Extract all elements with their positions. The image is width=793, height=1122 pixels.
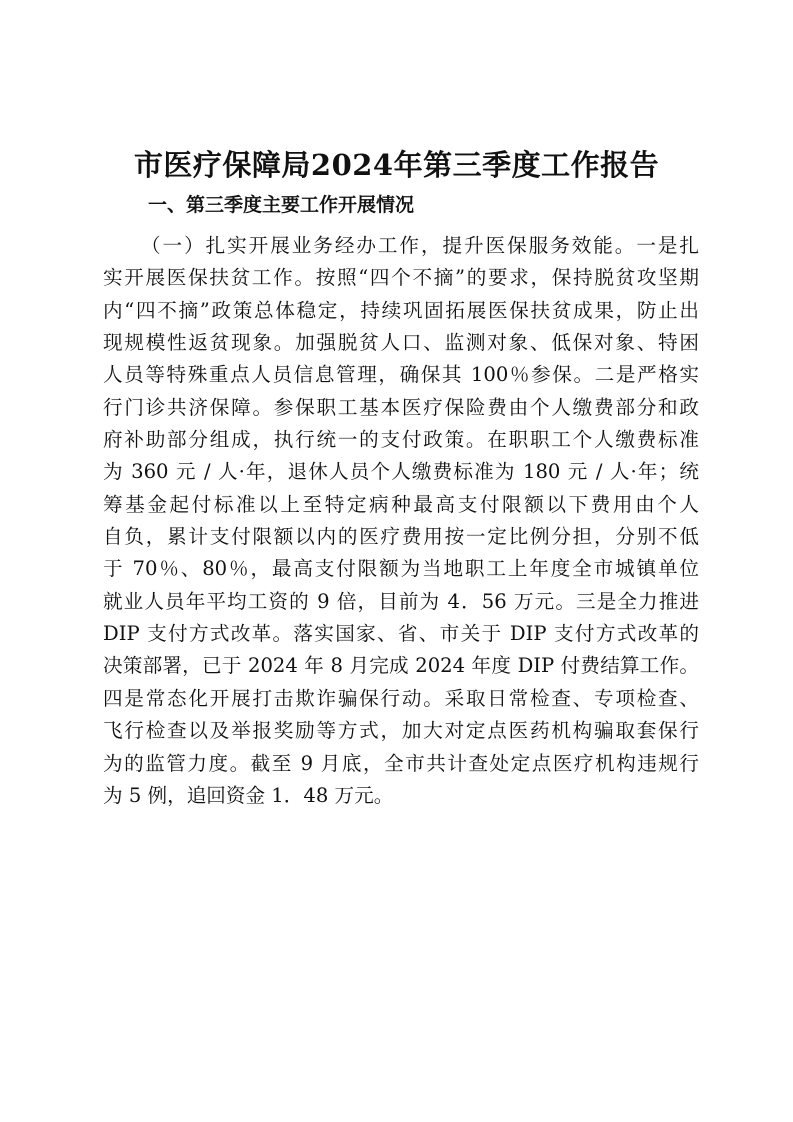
paragraph-line: 于 70％、80％，最高支付限额为当地职工上年度全市城镇单位 bbox=[103, 557, 699, 581]
paragraph-line: 府补助部分组成，执行统一的支付政策。在职职工个人缴费标准 bbox=[103, 428, 699, 452]
paragraph-line: 人员等特殊重点人员信息管理，确保其 100％参保。二是严格实 bbox=[103, 363, 699, 387]
paragraph-line: 现规模性返贫现象。加强脱贫人口、监测对象、低保对象、特困 bbox=[103, 331, 699, 355]
paragraph-line: 自负，累计支付限额以内的医疗费用按一定比例分担，分别不低 bbox=[103, 525, 699, 549]
paragraph-line: 实开展医保扶贫工作。按照“四个不摘”的要求，保持脱贫攻坚期 bbox=[103, 266, 699, 290]
paragraph-line: DIP 支付方式改革。落实国家、省、市关于 DIP 支付方式改革的 bbox=[103, 622, 699, 646]
section-heading: 一、第三季度主要工作开展情况 bbox=[148, 194, 415, 216]
paragraph-line: 内“四不摘”政策总体稳定，持续巩固拓展医保扶贫成果，防止出 bbox=[103, 298, 699, 322]
paragraph-line: 为的监管力度。截至 9 月底，全市共计查处定点医疗机构违规行 bbox=[103, 751, 699, 775]
paragraph-line: 为 360 元 / 人·年，退休人员个人缴费标准为 180 元 / 人·年；统 bbox=[103, 460, 699, 484]
paragraph-line: 筹基金起付标准以上至特定病种最高支付限额以下费用由个人 bbox=[103, 492, 699, 516]
paragraph-line: 行门诊共济保障。参保职工基本医疗保险费由个人缴费部分和政 bbox=[103, 395, 699, 419]
paragraph-line: （一）扎实开展业务经办工作，提升医保服务效能。一是扎 bbox=[141, 234, 699, 257]
document-title: 市医疗保障局2024年第三季度工作报告 bbox=[133, 148, 660, 182]
paragraph-line: 四是常态化开展打击欺诈骗保行动。采取日常检查、专项检查、 bbox=[103, 686, 699, 710]
paragraph-1 bbox=[103, 230, 699, 812]
paragraph-line: 飞行检查以及举报奖励等方式，加大对定点医药机构骗取套保行 bbox=[103, 719, 699, 743]
paragraph-line: 决策部署，已于 2024 年 8 月完成 2024 年度 DIP 付费结算工作。 bbox=[103, 654, 699, 678]
paragraph-line: 为 5 例，追回资金 1．48 万元。 bbox=[103, 783, 394, 807]
paragraph-line: 就业人员年平均工资的 9 倍，目前为 4．56 万元。三是全力推进 bbox=[103, 589, 699, 613]
